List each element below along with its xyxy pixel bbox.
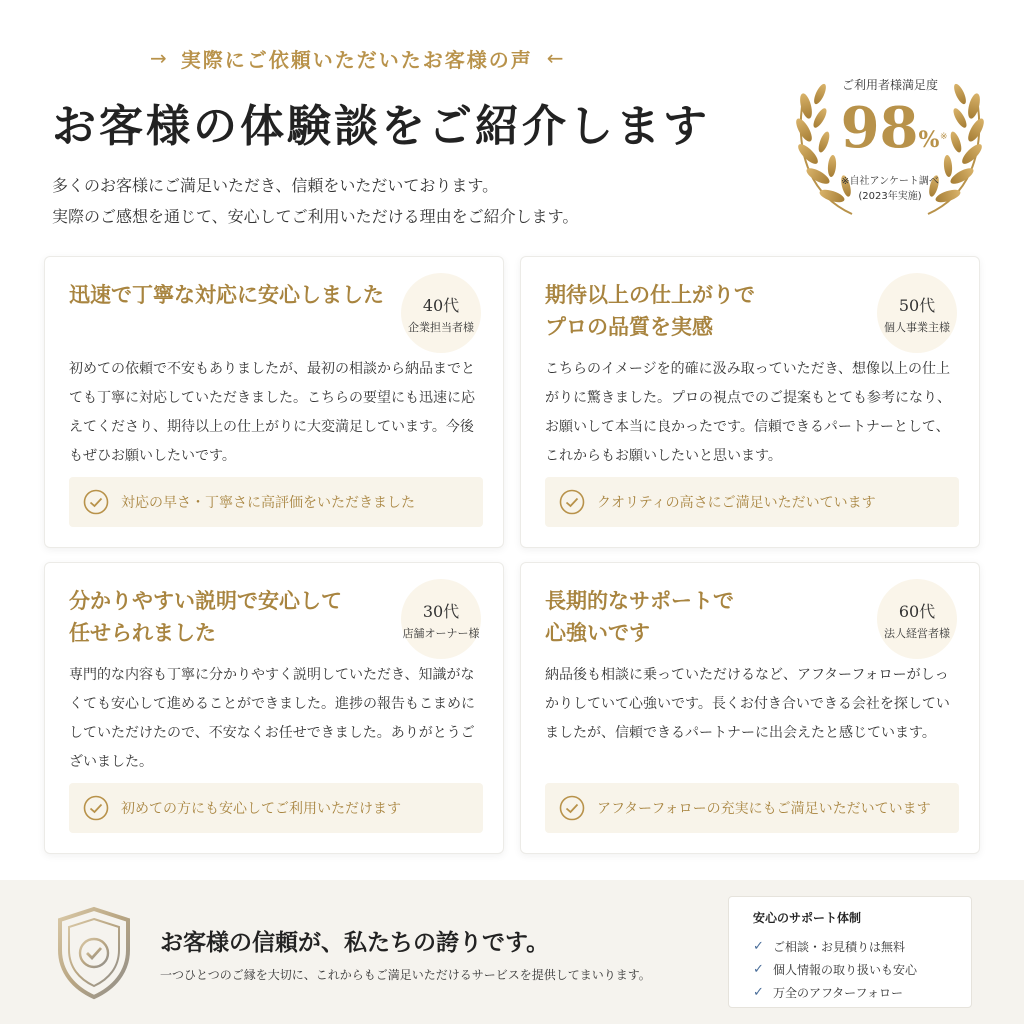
customer-age: 50代 <box>898 296 936 315</box>
testimonial-card <box>44 562 504 854</box>
highlight-text: クオリティの高さにご満足いただいています <box>597 495 876 511</box>
satisfaction-badge <box>792 46 988 226</box>
testimonial-card <box>520 256 980 548</box>
badge-note <box>792 174 988 204</box>
support-title: 安心のサポート体制 <box>753 911 862 925</box>
customer-age-badge <box>401 579 481 659</box>
testimonial-title: 分かりやすい説明で安心して 任せられました <box>69 588 342 645</box>
testimonial-title: 長期的なサポートで 心強いです <box>545 588 734 645</box>
badge-unit: % <box>918 127 940 153</box>
testimonial-highlight <box>545 783 959 833</box>
badge-footnote-mark: ※ <box>940 132 948 142</box>
check-circle-icon <box>83 795 109 821</box>
lead-text <box>52 170 578 232</box>
arrow-right-icon: → <box>150 46 167 70</box>
customer-age-badge <box>877 273 957 353</box>
eyebrow <box>150 42 564 74</box>
support-item-label: 個人情報の取り扱いも安心 <box>773 963 918 977</box>
customer-role: 企業担当者様 <box>408 321 474 334</box>
badge-percentage <box>792 94 988 162</box>
testimonial-body: 納品後も相談に乗っていただけるなど、アフターフォローがしっかりしていて心強いです。長くお付き合いできる会社を探していましたが、信頼できるパートナーに出会えたと感じています。 <box>545 667 950 741</box>
customer-age-badge <box>401 273 481 353</box>
shield-check-icon <box>56 906 132 1000</box>
trust-band <box>0 880 1024 1024</box>
trust-subtitle: 一つひとつのご縁を大切に、これからもご満足いただけるサービスを提供してまいります。 <box>160 968 651 982</box>
lead-line-2: 実際のご感想を通じて、安心してご利用いただける理由をご紹介します。 <box>52 207 579 226</box>
testimonial-title: 迅速で丁寧な対応に安心しました <box>69 282 384 307</box>
customer-age: 30代 <box>422 602 460 621</box>
customer-role: 店舗オーナー様 <box>402 627 480 640</box>
highlight-text: 対応の早さ・丁寧さに高評価をいただきました <box>121 495 415 511</box>
badge-label: ご利用者様満足度 <box>841 78 938 92</box>
support-item-label: ご相談・お見積りは無料 <box>773 940 906 954</box>
testimonial-title: 期待以上の仕上がりで プロの品質を実感 <box>545 282 755 339</box>
page-title: お客様の体験談をご紹介します <box>52 101 710 152</box>
testimonial-highlight <box>69 783 483 833</box>
check-icon: ✓ <box>753 985 764 1000</box>
highlight-text: アフターフォローの充実にもご満足いただいています <box>597 801 931 817</box>
highlight-text: 初めての方にも安心してご利用いただけます <box>121 801 401 817</box>
support-item <box>753 981 917 1004</box>
badge-value: 98 <box>840 95 919 161</box>
check-circle-icon <box>559 489 585 515</box>
support-box <box>728 896 972 1008</box>
trust-title: お客様の信頼が、私たちの誇りです。 <box>160 929 550 956</box>
eyebrow-text: 実際にご依頼いただいたお客様の声 <box>180 47 533 72</box>
badge-note-line-2: (2023年実施) <box>858 191 922 202</box>
badge-note-line-1: ※自社アンケート調べ <box>841 176 939 187</box>
testimonial-card <box>520 562 980 854</box>
lead-line-1: 多くのお客様にご満足いただき、信頼をいただいております。 <box>52 176 499 195</box>
testimonial-body: 初めての依頼で不安もありましたが、最初の相談から納品までとても丁寧に対応していただきました。こちらの要望にも迅速に応えてくださり、期待以上の仕上がりに大変満足しています。今後もぜひお願いしたいです。 <box>69 361 475 464</box>
support-list <box>753 935 917 1004</box>
support-item-label: 万全のアフターフォロー <box>773 986 903 1000</box>
check-circle-icon <box>559 795 585 821</box>
support-item <box>753 935 917 958</box>
customer-role: 法人経営者様 <box>884 627 950 640</box>
testimonial-highlight <box>69 477 483 527</box>
arrow-left-icon: ← <box>546 46 564 70</box>
check-circle-icon <box>83 489 109 515</box>
support-item <box>753 958 917 981</box>
testimonial-body: 専門的な内容も丁寧に分かりやすく説明していただき、知識がなくても安心して進めることができました。進捗の報告もこまめにしていただけたので、不安なくお任せできました。ありがとうございました。 <box>69 667 475 770</box>
header-section <box>0 0 1024 250</box>
testimonial-highlight <box>545 477 959 527</box>
check-icon: ✓ <box>753 939 764 954</box>
testimonial-body: こちらのイメージを的確に汲み取っていただき、想像以上の仕上がりに驚きました。プロの視点でのご提案もとても参考になり、お願いして本当に良かったです。信頼できるパートナーとして、これからもお願いしたいと思います。 <box>545 361 951 464</box>
customer-age: 40代 <box>422 296 460 315</box>
check-icon: ✓ <box>753 962 764 977</box>
customer-age-badge <box>877 579 957 659</box>
customer-age: 60代 <box>898 602 936 621</box>
testimonial-card <box>44 256 504 548</box>
customer-role: 個人事業主様 <box>884 321 950 334</box>
